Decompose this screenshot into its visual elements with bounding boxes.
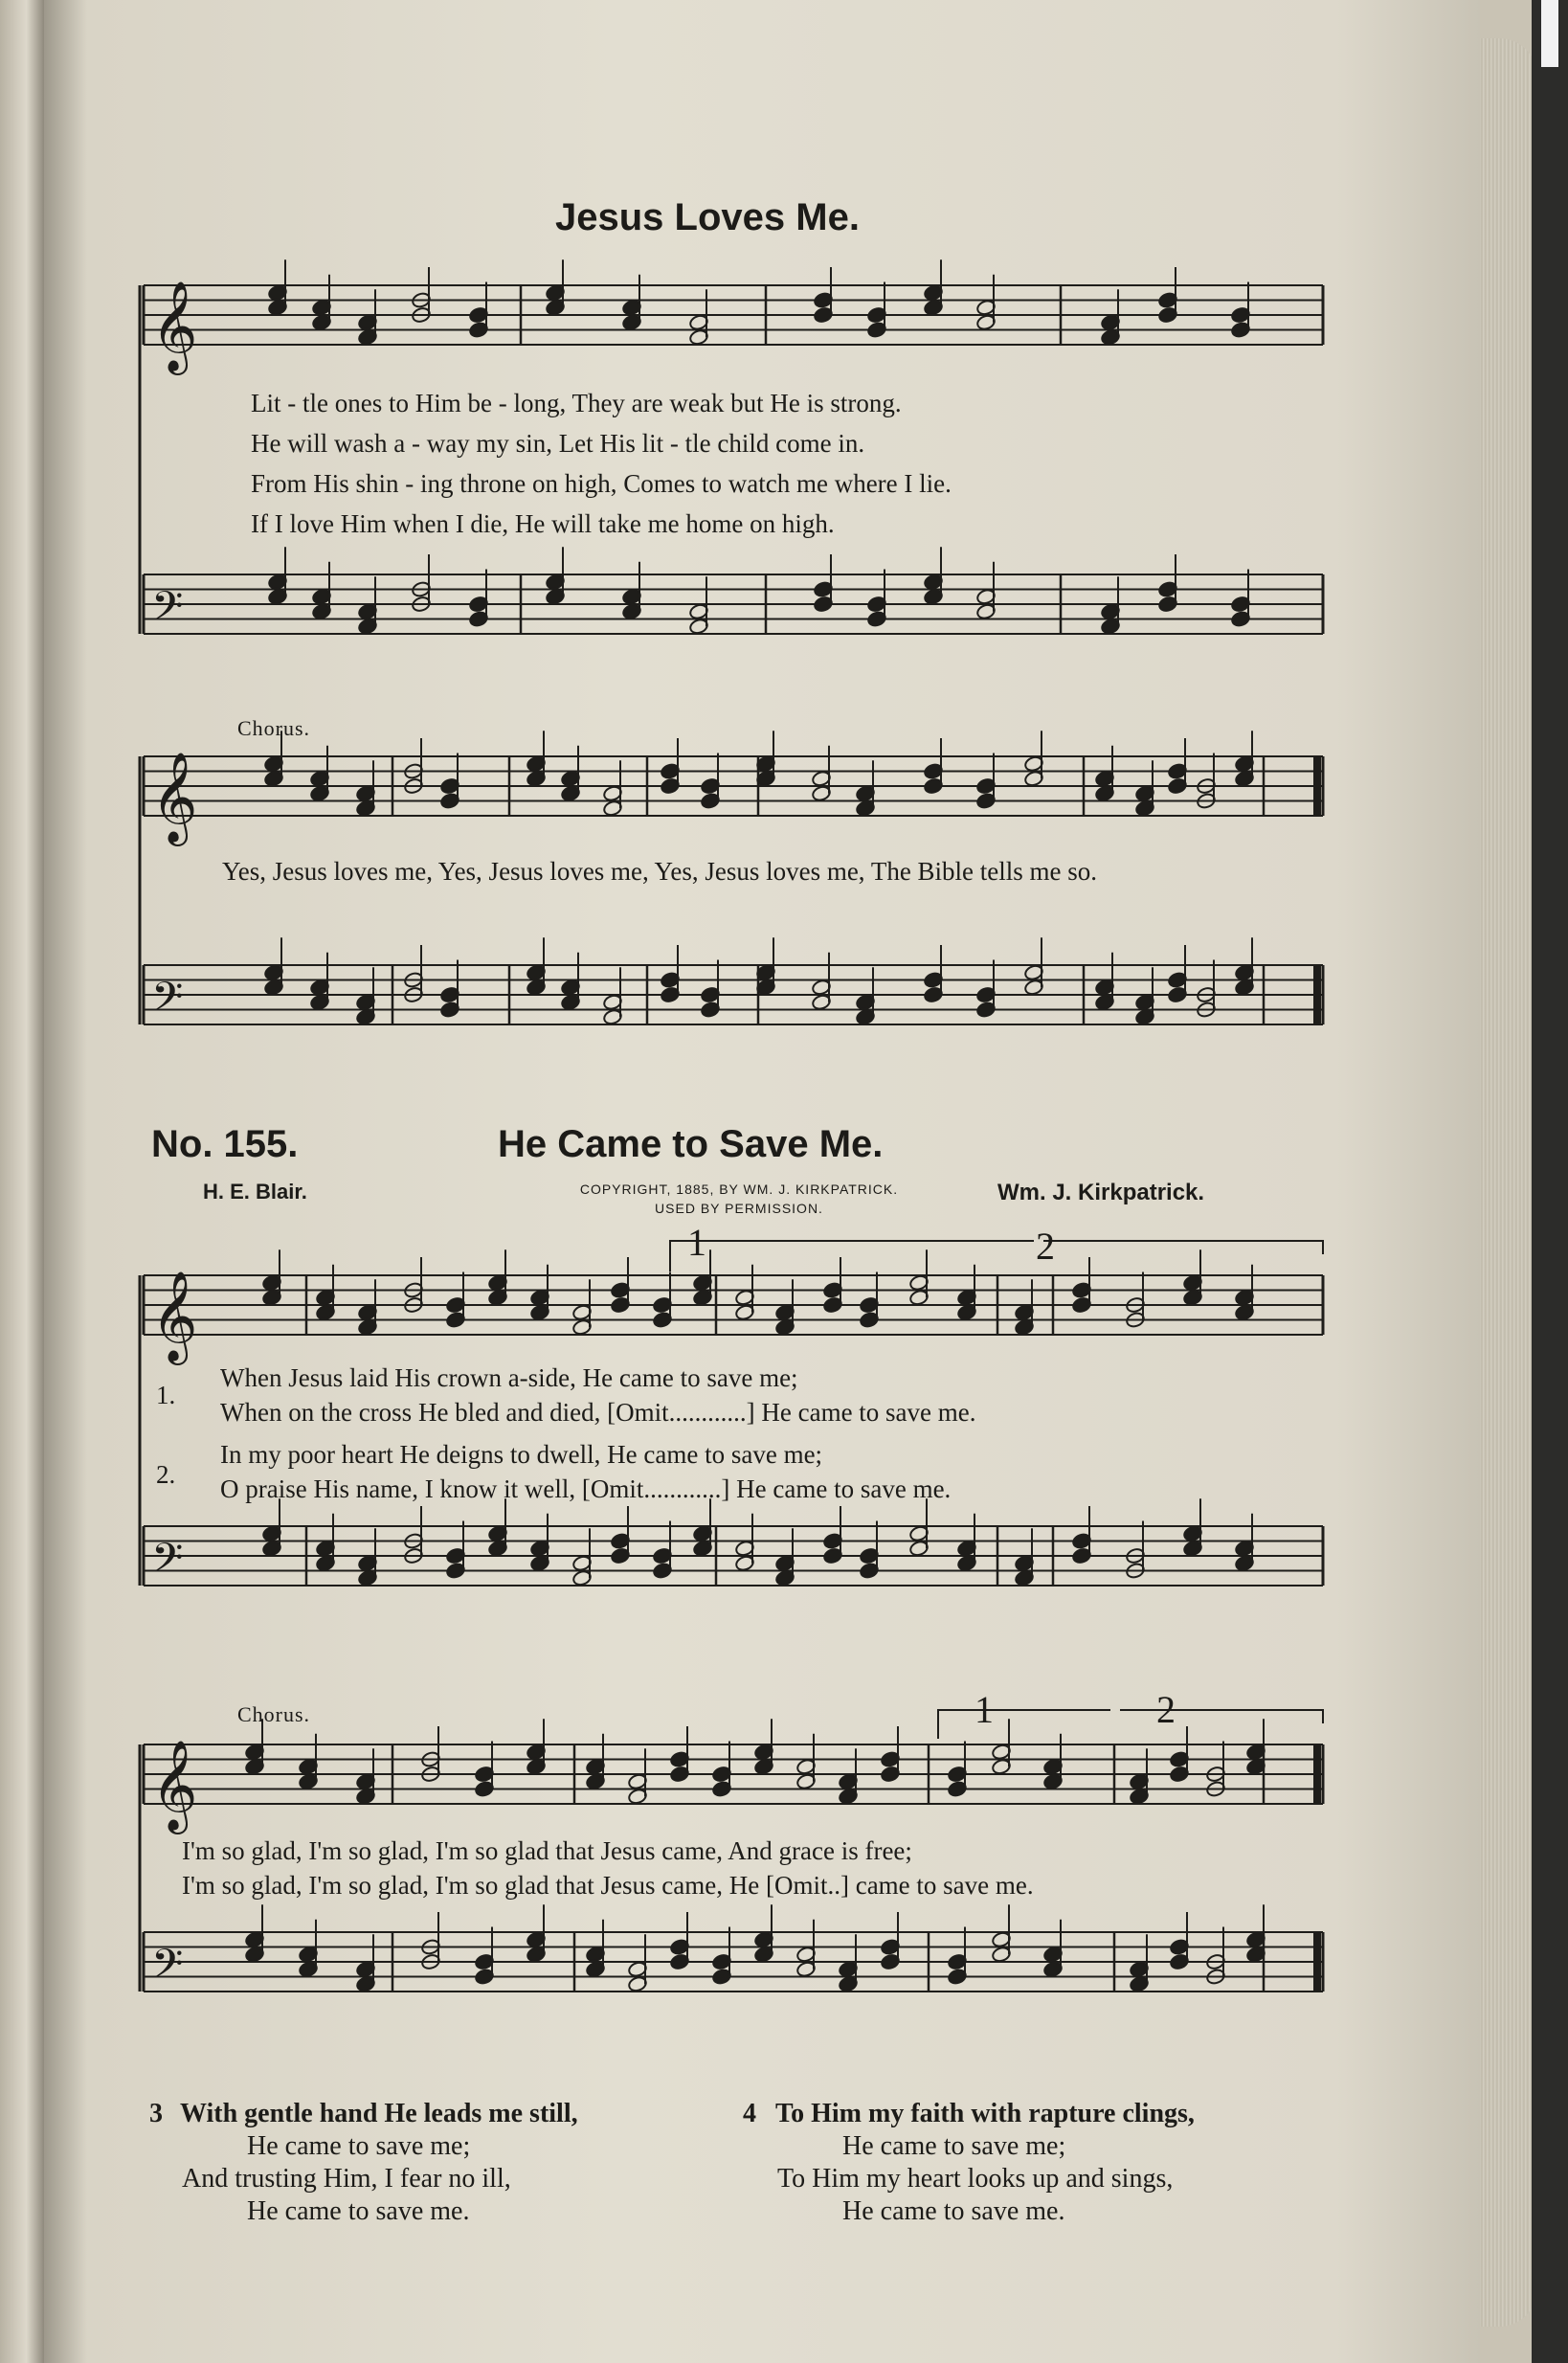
song1-verse-line-2: He will wash a - way my sin, Let His lit - tle child come in. (251, 429, 865, 458)
song2-verse2-line-a: In my poor heart He deigns to dwell, He came to save me; (220, 1440, 823, 1469)
song1-verse-line-1: Lit - tle ones to Him be - long, They are weak but He is strong. (251, 389, 902, 417)
bass-clef: 𝄢 (151, 583, 184, 641)
ending-bracket-1 (670, 1241, 1034, 1272)
final-barline (1313, 1744, 1321, 1804)
chorus-ending-bracket-1 (938, 1710, 1110, 1739)
song2-verse-number-2: 2. (156, 1460, 176, 1489)
song1-verse-line-3: From His shin - ing throne on high, Comes to watch me where I lie. (251, 469, 952, 498)
song2-title: He Came to Save Me. (498, 1123, 884, 1165)
stanza4-line-4: He came to save me. (842, 2196, 1065, 2226)
stanza3-line-2: He came to save me; (247, 2131, 471, 2161)
ending-bracket-2 (1043, 1241, 1323, 1254)
stanza4-line-1: To Him my faith with rapture clings, (775, 2099, 1195, 2128)
bass-clef: 𝄢 (151, 1941, 184, 1998)
song2-copyright-line1: COPYRIGHT, 1885, BY WM. J. KIRKPATRICK. (579, 1182, 899, 1197)
song1-chorus-line: Yes, Jesus loves me, Yes, Jesus loves me, Yes, Jesus loves me, The Bible tells me so. (222, 857, 1098, 886)
stanza4-line-2: He came to save me; (842, 2131, 1066, 2161)
song2-chorus-ending-2: 2 (1156, 1688, 1176, 1731)
final-barline (1313, 1932, 1321, 1992)
stanza3-line-3: And trusting Him, I fear no ill, (182, 2164, 511, 2194)
stanza3-number: 3 (149, 2099, 163, 2128)
chorus-ending-bracket-2 (1120, 1710, 1323, 1723)
song1-verse-line-4: If I love Him when I die, He will take me home on high. (251, 509, 835, 538)
final-barline (1313, 756, 1321, 816)
song2-author: H. E. Blair. (203, 1180, 307, 1204)
song2-chorus-line-2: I'm so glad, I'm so glad, I'm so glad that Jesus came, He [Omit..] came to save me. (182, 1871, 1034, 1900)
treble-clef: 𝄞 (151, 281, 198, 371)
song2-number: No. 155. (151, 1123, 299, 1165)
final-barline (1313, 965, 1321, 1024)
song2-ending-2: 2 (1036, 1225, 1055, 1268)
song2-verse1-line-a: When Jesus laid His crown a-side, He came to save me; (220, 1363, 798, 1392)
stanza4-number: 4 (743, 2099, 756, 2128)
song1-chorus-label: Chorus. (237, 716, 311, 740)
stanza3-line-1: With gentle hand He leads me still, (180, 2099, 578, 2128)
song2-chorus-line-1: I'm so glad, I'm so glad, I'm so glad that Jesus came, And grace is free; (182, 1836, 912, 1865)
song2-copyright-line2: USED BY PERMISSION. (655, 1201, 823, 1216)
song2-composer: Wm. J. Kirkpatrick. (997, 1180, 1205, 1205)
song2-verse1-line-b: When on the cross He bled and died, [Omit............] He came to save me. (220, 1398, 976, 1427)
song2-ending-1: 1 (687, 1221, 706, 1264)
treble-clef: 𝄞 (151, 1740, 198, 1831)
song2-verse2-line-b: O praise His name, I know it well, [Omit............] He came to save me. (220, 1474, 952, 1503)
stanza4-line-3: To Him my heart looks up and sings, (777, 2164, 1174, 2194)
bass-clef: 𝄢 (151, 974, 184, 1031)
stanza3-line-4: He came to save me. (247, 2196, 470, 2226)
song2-chorus-label: Chorus. (237, 1702, 311, 1726)
treble-clef: 𝄞 (151, 1271, 198, 1362)
song2-chorus-ending-1: 1 (974, 1688, 994, 1731)
treble-clef: 𝄞 (151, 752, 198, 843)
bass-clef: 𝄢 (151, 1535, 184, 1592)
song1-title: Jesus Loves Me. (555, 196, 860, 238)
song2-verse-number-1: 1. (156, 1381, 176, 1409)
